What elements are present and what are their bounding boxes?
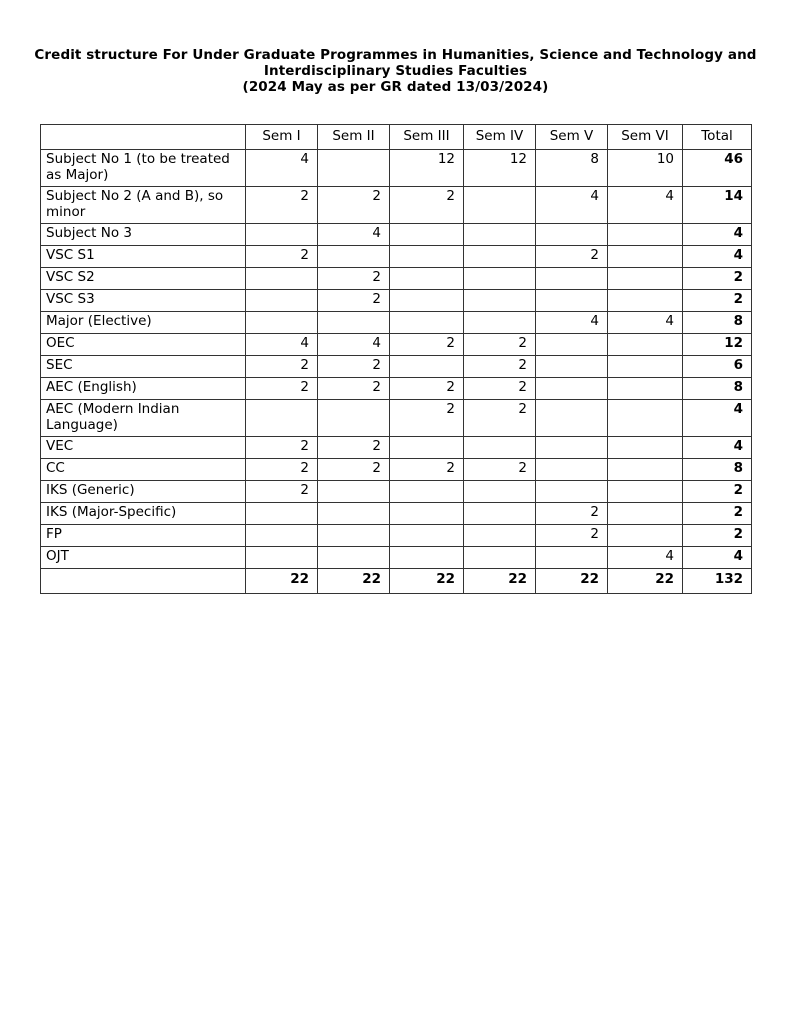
credit-value-cell xyxy=(536,437,608,459)
row-label: CC xyxy=(41,459,246,481)
credit-value-cell: 2 xyxy=(464,356,536,378)
header-row xyxy=(41,125,752,150)
credit-value-cell: 2 xyxy=(318,459,390,481)
credit-value-cell xyxy=(608,437,683,459)
credit-value-cell: 4 xyxy=(246,150,318,187)
column-header-sem-v: Sem V xyxy=(536,125,608,150)
row-total-cell: 8 xyxy=(683,312,752,334)
credit-value-cell: 2 xyxy=(246,459,318,481)
row-label: OJT xyxy=(41,547,246,569)
credit-value-cell xyxy=(464,290,536,312)
row-label xyxy=(41,569,246,594)
credit-value-cell xyxy=(246,503,318,525)
credit-value-cell xyxy=(608,224,683,246)
credit-value-cell: 2 xyxy=(318,378,390,400)
credit-value-cell xyxy=(390,503,464,525)
credit-value-cell xyxy=(608,246,683,268)
credit-value-cell: 12 xyxy=(464,150,536,187)
credit-value-cell xyxy=(246,290,318,312)
credit-value-cell xyxy=(390,268,464,290)
credit-value-cell: 22 xyxy=(318,569,390,594)
credit-value-cell xyxy=(608,459,683,481)
credit-value-cell: 2 xyxy=(390,459,464,481)
credit-value-cell xyxy=(608,268,683,290)
credit-value-cell xyxy=(246,547,318,569)
row-total-cell: 2 xyxy=(683,268,752,290)
credit-value-cell xyxy=(536,481,608,503)
credit-value-cell: 2 xyxy=(464,400,536,437)
column-header-sem-iv: Sem IV xyxy=(464,125,536,150)
column-header-sem-iii: Sem III xyxy=(390,125,464,150)
credit-value-cell xyxy=(318,503,390,525)
corner-header-cell xyxy=(41,125,246,150)
credit-value-cell xyxy=(318,246,390,268)
credit-value-cell: 2 xyxy=(318,187,390,224)
credit-value-cell: 4 xyxy=(318,334,390,356)
credit-value-cell xyxy=(390,525,464,547)
credit-value-cell: 2 xyxy=(536,503,608,525)
row-total-cell: 132 xyxy=(683,569,752,594)
row-total-cell: 4 xyxy=(683,547,752,569)
credit-value-cell: 2 xyxy=(464,378,536,400)
table-row xyxy=(41,400,752,437)
title-line-2: Interdisciplinary Studies Faculties xyxy=(263,63,528,79)
table-row xyxy=(41,334,752,356)
row-label: IKS (Major-Specific) xyxy=(41,503,246,525)
row-total-cell: 4 xyxy=(683,246,752,268)
credit-value-cell xyxy=(608,481,683,503)
row-total-cell: 46 xyxy=(683,150,752,187)
table-row xyxy=(41,459,752,481)
credit-value-cell: 10 xyxy=(608,150,683,187)
table-row xyxy=(41,224,752,246)
credit-value-cell xyxy=(464,437,536,459)
row-total-cell: 2 xyxy=(683,525,752,547)
credit-value-cell: 22 xyxy=(464,569,536,594)
credit-value-cell xyxy=(318,312,390,334)
credit-value-cell: 2 xyxy=(318,437,390,459)
table-row xyxy=(41,356,752,378)
row-label: Subject No 2 (A and B), so minor xyxy=(41,187,246,224)
credit-value-cell: 22 xyxy=(390,569,464,594)
row-label: VSC S3 xyxy=(41,290,246,312)
credit-value-cell: 4 xyxy=(246,334,318,356)
credit-value-cell xyxy=(608,290,683,312)
credit-value-cell xyxy=(464,187,536,224)
credit-value-cell: 4 xyxy=(536,312,608,334)
credit-value-cell: 2 xyxy=(246,246,318,268)
document-title xyxy=(0,47,791,95)
credit-value-cell xyxy=(536,378,608,400)
credit-value-cell xyxy=(536,290,608,312)
column-header-sem-vi: Sem VI xyxy=(608,125,683,150)
credit-value-cell: 2 xyxy=(246,378,318,400)
table-row xyxy=(41,312,752,334)
credit-value-cell xyxy=(318,400,390,437)
row-label: OEC xyxy=(41,334,246,356)
totals-row xyxy=(41,569,752,594)
credit-value-cell xyxy=(390,312,464,334)
table-row xyxy=(41,246,752,268)
credit-value-cell xyxy=(608,400,683,437)
table-row xyxy=(41,547,752,569)
credit-value-cell: 2 xyxy=(246,356,318,378)
row-label: AEC (Modern Indian Language) xyxy=(41,400,246,437)
credit-value-cell xyxy=(246,268,318,290)
credit-value-cell xyxy=(318,150,390,187)
credit-value-cell xyxy=(246,312,318,334)
credit-value-cell xyxy=(608,525,683,547)
credit-value-cell: 2 xyxy=(536,525,608,547)
credit-value-cell xyxy=(536,459,608,481)
row-label: Subject No 1 (to be treated as Major) xyxy=(41,150,246,187)
credit-value-cell: 4 xyxy=(608,312,683,334)
credit-structure-table xyxy=(40,124,752,594)
credit-value-cell: 4 xyxy=(536,187,608,224)
credit-value-cell: 8 xyxy=(536,150,608,187)
table-row xyxy=(41,503,752,525)
credit-value-cell xyxy=(608,334,683,356)
credit-value-cell xyxy=(390,246,464,268)
credit-value-cell xyxy=(318,547,390,569)
title-line-1: Credit structure For Under Graduate Programmes in Humanities, Science and Technology and xyxy=(34,47,757,63)
credit-value-cell xyxy=(246,224,318,246)
credit-value-cell: 2 xyxy=(536,246,608,268)
row-total-cell: 14 xyxy=(683,187,752,224)
row-total-cell: 2 xyxy=(683,481,752,503)
credit-value-cell: 22 xyxy=(536,569,608,594)
credit-value-cell xyxy=(608,356,683,378)
row-label: FP xyxy=(41,525,246,547)
credit-value-cell xyxy=(390,290,464,312)
credit-value-cell: 2 xyxy=(464,459,536,481)
credit-value-cell xyxy=(608,503,683,525)
credit-value-cell xyxy=(318,525,390,547)
credit-value-cell xyxy=(464,312,536,334)
row-label: Subject No 3 xyxy=(41,224,246,246)
table-row xyxy=(41,290,752,312)
row-total-cell: 12 xyxy=(683,334,752,356)
row-total-cell: 4 xyxy=(683,437,752,459)
credit-value-cell xyxy=(536,268,608,290)
row-label: VSC S2 xyxy=(41,268,246,290)
credit-value-cell: 2 xyxy=(318,290,390,312)
row-total-cell: 8 xyxy=(683,378,752,400)
row-label: VSC S1 xyxy=(41,246,246,268)
credit-value-cell xyxy=(390,224,464,246)
credit-value-cell xyxy=(390,356,464,378)
credit-value-cell xyxy=(246,525,318,547)
credit-value-cell: 4 xyxy=(608,187,683,224)
credit-value-cell xyxy=(318,481,390,503)
table-row xyxy=(41,268,752,290)
column-header-sem-ii: Sem II xyxy=(318,125,390,150)
credit-value-cell: 4 xyxy=(318,224,390,246)
credit-value-cell xyxy=(464,268,536,290)
credit-value-cell: 2 xyxy=(390,334,464,356)
title-line-3: (2024 May as per GR dated 13/03/2024) xyxy=(242,79,549,95)
table-row xyxy=(41,187,752,224)
row-total-cell: 6 xyxy=(683,356,752,378)
credit-table-body xyxy=(41,150,752,594)
credit-value-cell xyxy=(608,378,683,400)
credit-value-cell xyxy=(246,400,318,437)
credit-value-cell: 22 xyxy=(608,569,683,594)
credit-value-cell xyxy=(536,224,608,246)
credit-value-cell xyxy=(536,334,608,356)
credit-value-cell xyxy=(464,525,536,547)
credit-value-cell xyxy=(536,356,608,378)
row-total-cell: 4 xyxy=(683,224,752,246)
credit-value-cell xyxy=(464,547,536,569)
credit-value-cell: 12 xyxy=(390,150,464,187)
credit-value-cell xyxy=(390,481,464,503)
credit-value-cell xyxy=(390,437,464,459)
row-total-cell: 8 xyxy=(683,459,752,481)
credit-value-cell: 22 xyxy=(246,569,318,594)
column-header-sem-i: Sem I xyxy=(246,125,318,150)
row-total-cell: 2 xyxy=(683,290,752,312)
credit-value-cell xyxy=(390,547,464,569)
row-total-cell: 2 xyxy=(683,503,752,525)
row-label: Major (Elective) xyxy=(41,312,246,334)
credit-value-cell xyxy=(464,224,536,246)
credit-value-cell xyxy=(536,547,608,569)
table-row xyxy=(41,481,752,503)
credit-value-cell: 2 xyxy=(318,268,390,290)
credit-value-cell: 2 xyxy=(464,334,536,356)
credit-value-cell: 2 xyxy=(318,356,390,378)
table-row xyxy=(41,150,752,187)
credit-value-cell xyxy=(464,503,536,525)
credit-value-cell xyxy=(464,246,536,268)
table-row xyxy=(41,525,752,547)
table-row xyxy=(41,378,752,400)
credit-table-head xyxy=(41,125,752,150)
credit-value-cell xyxy=(536,400,608,437)
credit-value-cell: 2 xyxy=(246,187,318,224)
row-label: IKS (Generic) xyxy=(41,481,246,503)
row-total-cell: 4 xyxy=(683,400,752,437)
credit-value-cell: 2 xyxy=(390,187,464,224)
credit-value-cell: 2 xyxy=(390,400,464,437)
credit-value-cell xyxy=(464,481,536,503)
table-row xyxy=(41,437,752,459)
column-header-total: Total xyxy=(683,125,752,150)
credit-value-cell: 4 xyxy=(608,547,683,569)
row-label: AEC (English) xyxy=(41,378,246,400)
credit-value-cell: 2 xyxy=(246,437,318,459)
credit-value-cell: 2 xyxy=(390,378,464,400)
row-label: VEC xyxy=(41,437,246,459)
credit-value-cell: 2 xyxy=(246,481,318,503)
row-label: SEC xyxy=(41,356,246,378)
